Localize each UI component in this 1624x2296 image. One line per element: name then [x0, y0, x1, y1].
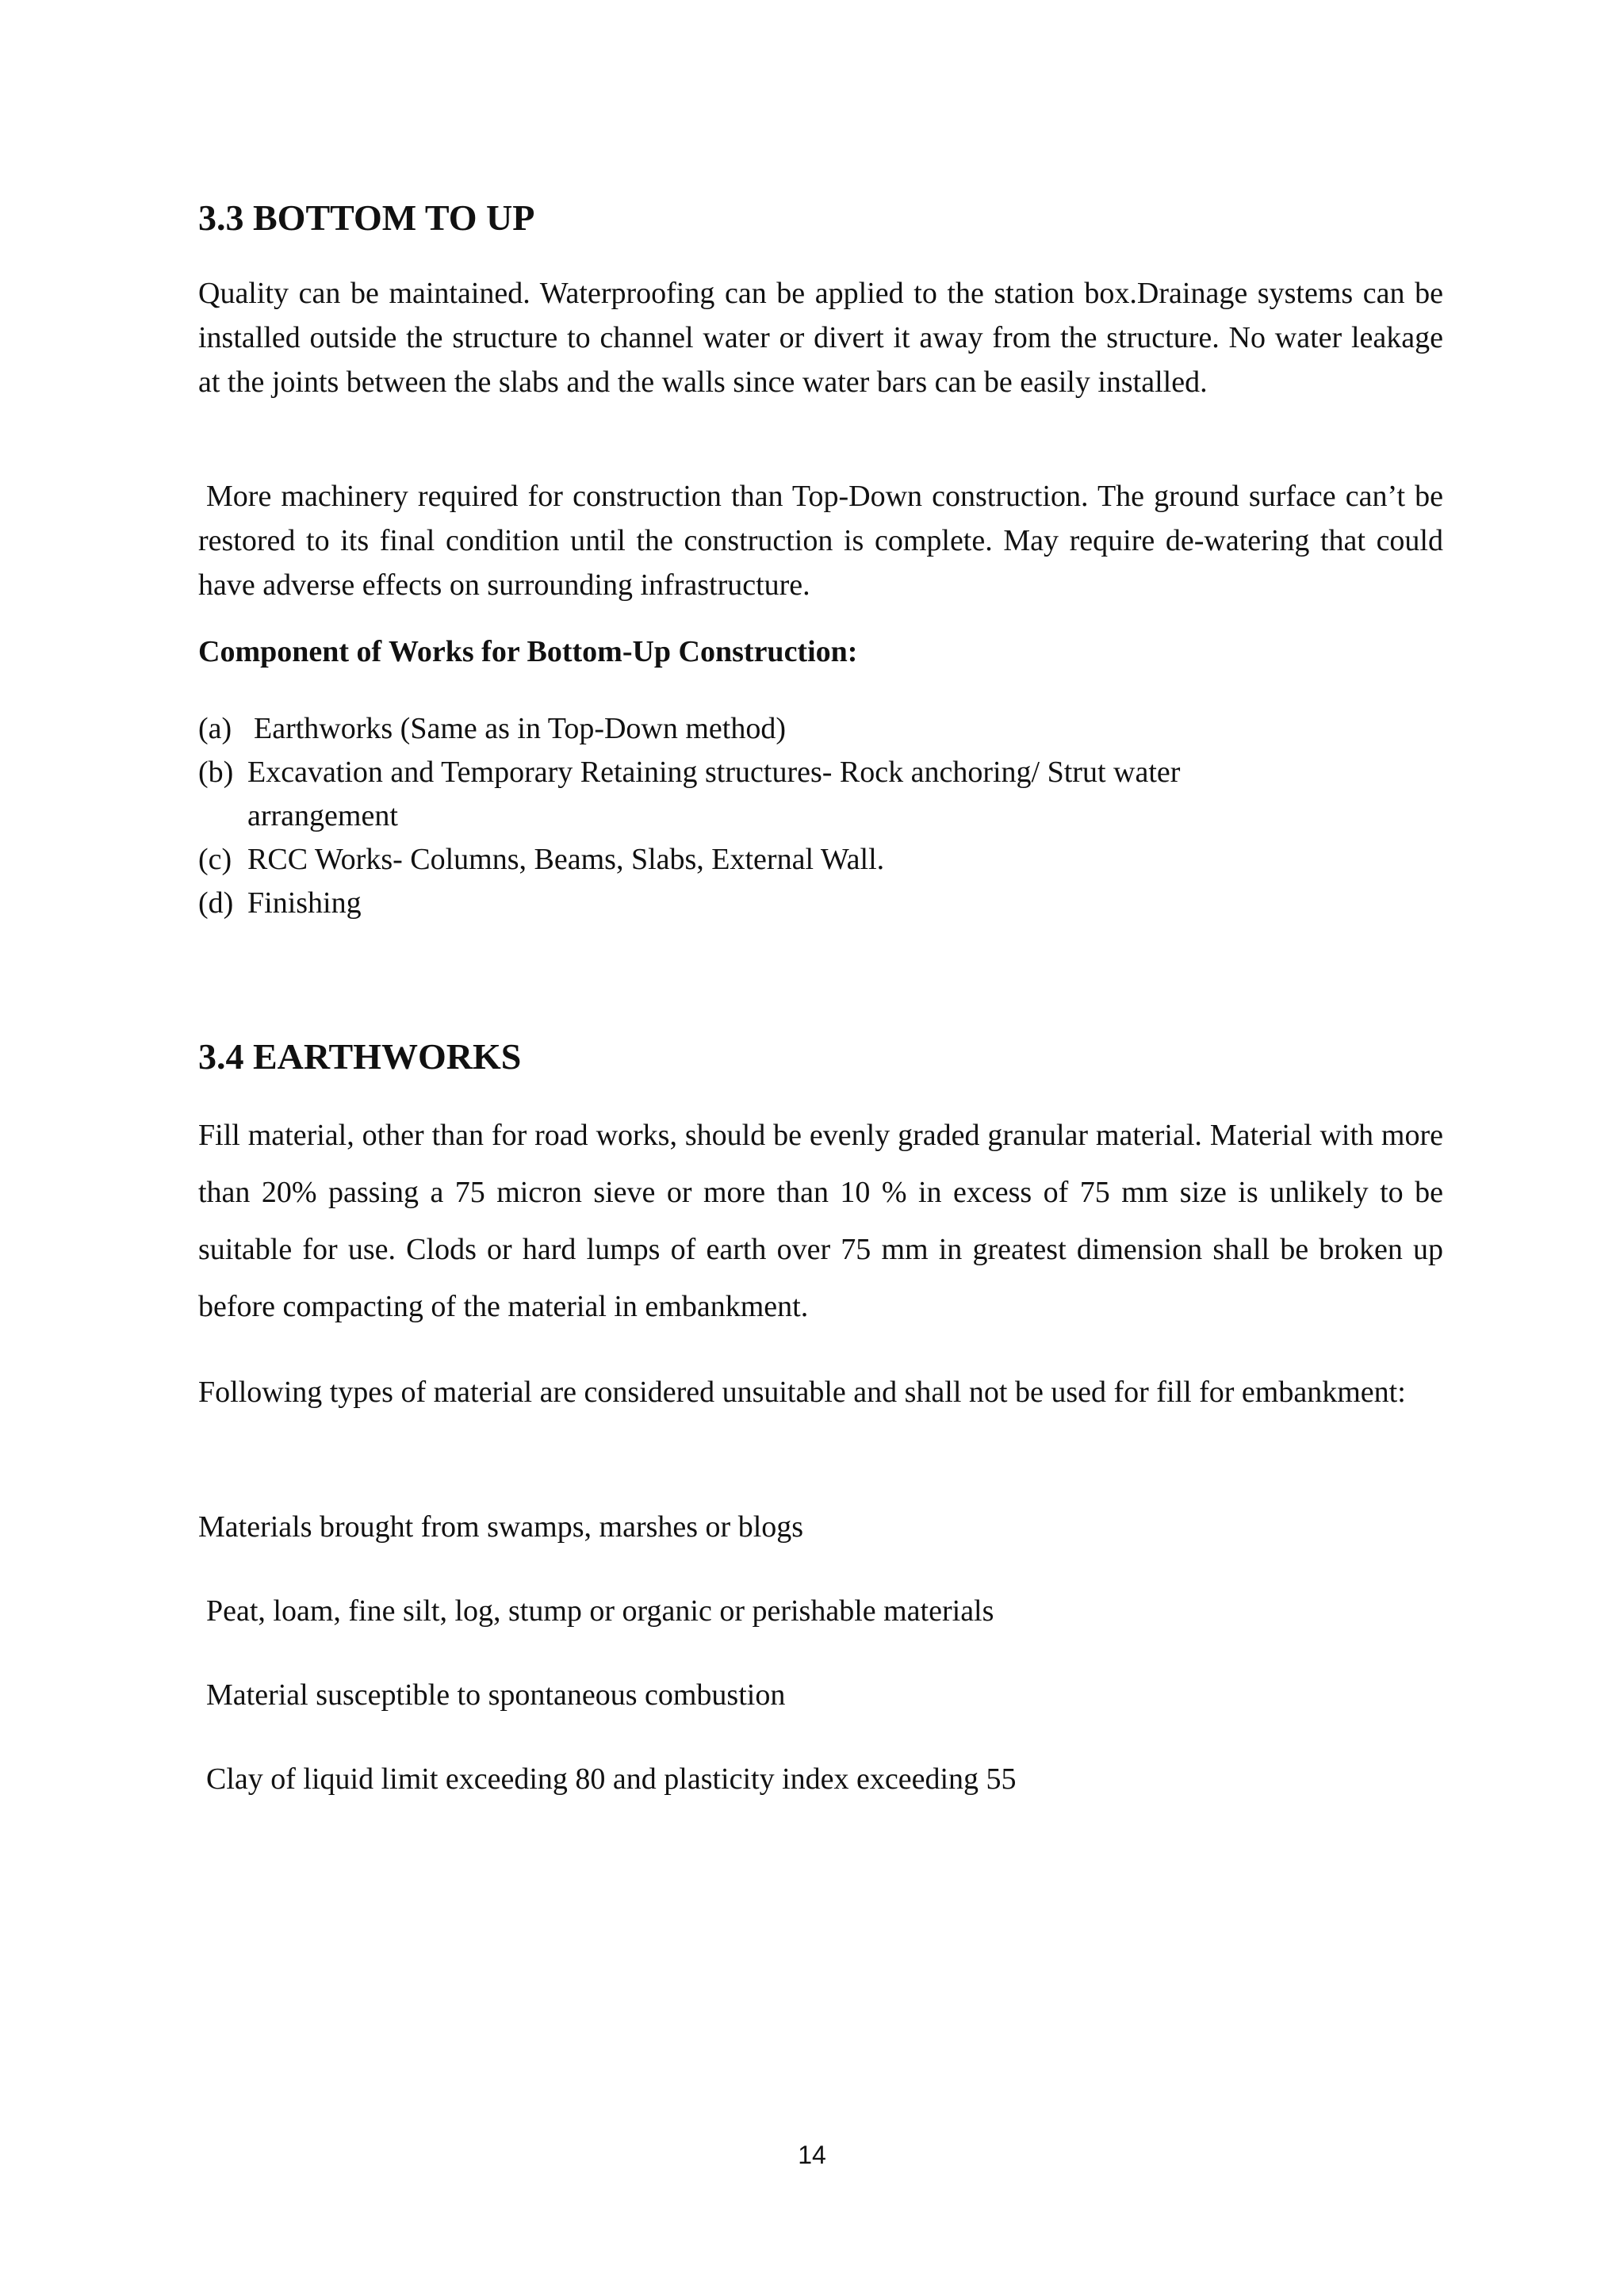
list-marker: (a) [198, 712, 232, 745]
list-item-text: RCC Works- Columns, Beams, Slabs, External Wall. [247, 843, 885, 876]
list-item [198, 751, 1443, 838]
list-item [198, 882, 1443, 925]
list-marker: (b) [198, 756, 234, 789]
paragraph-bottom-up-disadvantages: More machinery required for construction than Top-Down construction. The ground surface can’t be restored to its final condition until the construction is complete. May require de-watering that could have adverse effects on surrounding infrastructure. [198, 480, 1443, 602]
page-number: 14 [798, 2141, 826, 2169]
list-item-text: Earthworks (Same as in Top-Down method) [254, 712, 787, 745]
list-item-text: Excavation and Temporary Retaining structures- Rock anchoring/ Strut water arrangement [247, 756, 1181, 832]
section-heading-3-3: 3.3 BOTTOM TO UP [198, 197, 535, 238]
list-item [198, 707, 1443, 751]
unsuitable-material-line: Materials brought from swamps, marshes or blogs [198, 1510, 804, 1544]
unsuitable-material-line: Clay of liquid limit exceeding 80 and plasticity index exceeding 55 [206, 1762, 1017, 1796]
paragraph-bottom-up-advantages: Quality can be maintained. Waterproofing can be applied to the station box.Drainage systems can be installed outside the structure to channel water or divert it away from the structure. No water leakage at the joints between the slabs and the walls since water bars can be easily installed. [198, 277, 1443, 399]
unsuitable-material-line: Material susceptible to spontaneous combustion [206, 1678, 786, 1712]
paragraph-unsuitable-materials: Following types of material are considered unsuitable and shall not be used for fill for embankment: [198, 1376, 1406, 1409]
list-marker: (d) [198, 886, 234, 920]
unsuitable-material-line: Peat, loam, fine silt, log, stump or organic or perishable materials [206, 1594, 994, 1628]
list-marker: (c) [198, 843, 232, 876]
subheading-components: Component of Works for Bottom-Up Construction: [198, 635, 858, 668]
list-item-text: Finishing [247, 886, 362, 920]
component-list [198, 707, 1443, 925]
list-item [198, 838, 1443, 882]
section-heading-3-4: 3.4 EARTHWORKS [198, 1036, 522, 1077]
paragraph-fill-material: Fill material, other than for road works, should be evenly graded granular material. Material with more than 20% passing a 75 micron sieve or more than 10 % in excess of 75 mm size is unlikely to be suitable for use. Clods or hard lumps of earth over 75 mm in greatest dimension shall be broken up before compacting of the material in embankment. [198, 1119, 1443, 1323]
